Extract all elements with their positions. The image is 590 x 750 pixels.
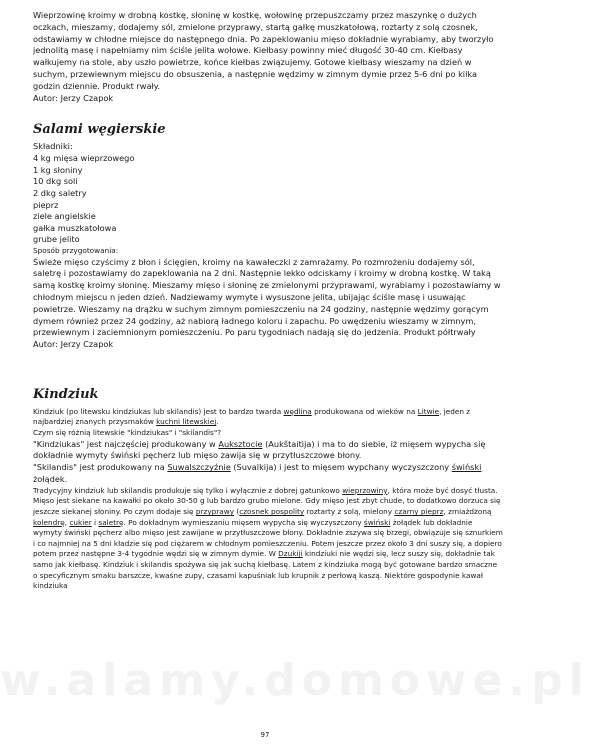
link-kuchnia-litewska[interactable]: kuchni litewskiej	[156, 417, 217, 427]
link-swinski-2[interactable]: świński	[363, 517, 391, 527]
link-saletra[interactable]: saletrę	[98, 517, 124, 527]
list-item: ziele angielskie	[33, 211, 96, 222]
page-content	[33, 10, 503, 592]
author-line: Autor: Jerzy Czapok	[33, 339, 114, 350]
list-item: 2 dkg saletry	[33, 187, 87, 198]
link-pieprz[interactable]: czarny pieprz	[394, 507, 444, 517]
list-item: pieprz	[33, 199, 59, 210]
link-wieprzowina[interactable]: wieprzowiny	[342, 485, 388, 495]
link-swinski[interactable]: świński	[451, 462, 482, 473]
kindziuk-heading: Kindziuk	[33, 386, 99, 402]
method-paragraph: Świeże mięso czyścimy z błon i ścięgien, kroimy na kawałeczki z zamrażamy. Po rozmrożeniu dodajemy sól, saletrę i pozostawiamy do zapeklowania na 2 dni. Następnie lekko odciskamy i kroimy w drobną kostkę. W taką samą kostkę kroimy słoninę. Mieszamy mięso i słoninę ze zmielonymi przyprawami, wyrabiamy i pozostawiamy w chłodnym miejscu n jeden dzień. Nadziewamy wymyte i wysuszone jelita, ubijając ściśle masę i usuwając powietrze. Wieszamy na drążku w suchym zimnym pomieszczeniu na 24 godziny, następnie wędzimy gorącym dymem również przez 24 godziny, aż nabiorą ładnego koloru i zapachu. Po uwędzeniu wieszamy w zimnym, przewiewnym i zaciemnionym pomieszczeniu. Po paru tygodniach nadają się do jedzenia. Produkt półtrwały	[33, 256, 501, 338]
kindziuk-question: Czym się różnią litewskie "kindziukas" i "skilandis"?	[33, 428, 222, 438]
ingredients-label: Składniki:	[33, 141, 73, 152]
link-auksztota[interactable]: Aukszt⁠ocie	[218, 438, 263, 449]
method-label: Sposób przygotowania:	[33, 245, 119, 255]
link-dzukija[interactable]: Dzukiji	[278, 549, 303, 559]
link-suwalszczyzna[interactable]: Suwalszczyźnie	[167, 462, 231, 473]
skilandis-paragraph: "Skilandis" jest produkowany na Suwalszczyźnie (Suvalkija) i jest to mięsem wypchany wyczyszczony świński żołądek.	[33, 462, 482, 485]
link-litwa[interactable]: Litwie	[417, 406, 440, 416]
salami-heading: Salami węgierskie	[33, 122, 166, 138]
kindziuk-body: Tradycyjny kindziuk lub skilandis produkuje się tylko i wyłącznie z dobrej gatunkowo wieprzowiny, która może być dosyć tłusta. Mięso jest siekane na kawałki po około 30-50 g lub bardzo grubo mielone. Gdy mięso jest zbyt chude, to dodatkowo dorzuca się jeszcze siekanej słoniny. Po czym dodaje się przyprawy (czosnek pospolity roztarty z solą, mielony czarny pieprz, zmiażdżoną kolendrę, cukier i saletrę. Po dokładnym wymieszaniu mięsem wypycha się wyczyszczony świński żołądek lub dokładnie wymyty świński pęcherz albo mięso jest zawijane w przytłuszczowe błony. Dokładnie zszywa się brzegi, obwiązuje się sznurkiem i co najmniej na 5 dni kładzie się pod ciężarem w chłodnym pomieszczeniu. Potem jeszcze przez około 3 dni suszy się, a dopiero potem przez następne 3-4 tygodnie wędzi się w zimnym dymie. W Dzukiji kindziuki nie wędzi się, lecz suszy się, dokładnie tak samo jak kiełbasę. Kindziuk i skilandis spożywa się jak suchą kiełbasę. Latem z kindziuka mogą być gotowane bardzo smaczne o specyficznym smaku barszcze, kwaśne zupy, czasami kapuśniak lub krupnik z perłową kaszą. Niektóre gospodynie kawał kindziuka	[33, 485, 503, 591]
link-cukier[interactable]: cukier	[69, 517, 92, 527]
list-item: 10 dkg soli	[33, 176, 78, 187]
list-item: 4 kg mięsa wieprzowego	[33, 153, 135, 164]
ingredients-list	[33, 153, 503, 246]
kindziukas-paragraph: "Kindziukas" jest najczęściej produkowany w Aukszt⁠ocie (Aukštaitija) i ma to do siebie, iż mięsem wypycha się dokładnie wymyty świński pęcherz lub mięso zawija się w przytłuszczowe błony.	[33, 438, 486, 461]
paragraph: Wieprzowinę kroimy w drobną kostkę, słoninę w kostkę, wołowinę przepuszczamy przez maszynkę o dużych oczkach, mieszamy, dodajemy sól, zmielone przyprawy, startą gałkę muszkatołową, roztarty z solą czosnek, odstawiamy w chłodne miejsce do następnego dnia. Po zapeklowaniu mięso dokładnie wyrabiamy, aby tworzyło jednolitą masę i napełniamy nim ściśle jelita wołowe. Kiełbasy powinny mieć długość 30-40 cm. Kiełbasy wałkujemy na stole, aby uszło powietrze, końce kiełbas związujemy. Gotowe kiełbasy wieszamy na dzień w suchym, przewiewnym miejscu do obsuszenia, a następnie wędzimy w zimnym dymie przez 5-6 dni po kilka godzin dziennie. Produkt rwały.	[33, 10, 494, 91]
link-przyprawy[interactable]: przyprawy	[195, 507, 235, 517]
list-item: grube jelito	[33, 234, 80, 245]
page-number: 97	[260, 731, 270, 739]
link-wedlina[interactable]: wędlina	[283, 406, 312, 416]
link-czosnek[interactable]: czosnek pospolity	[239, 507, 305, 517]
kindziuk-intro: Kindziuk (po litewsku kindziukas lub skilandis) jest to bardzo twarda wędlina produkowana od wieków na Litwie, jeden z najbardziej znanych przysmaków kuchni litewskiej.	[33, 406, 471, 427]
link-kolendra[interactable]: kolendrę	[33, 517, 65, 527]
author-line: Autor: Jerzy Czapok	[33, 92, 114, 103]
watermark: w.alamy.domowe.pl	[0, 655, 590, 706]
list-item: 1 kg słoniny	[33, 164, 83, 175]
list-item: gałka muszkatołowa	[33, 222, 117, 233]
